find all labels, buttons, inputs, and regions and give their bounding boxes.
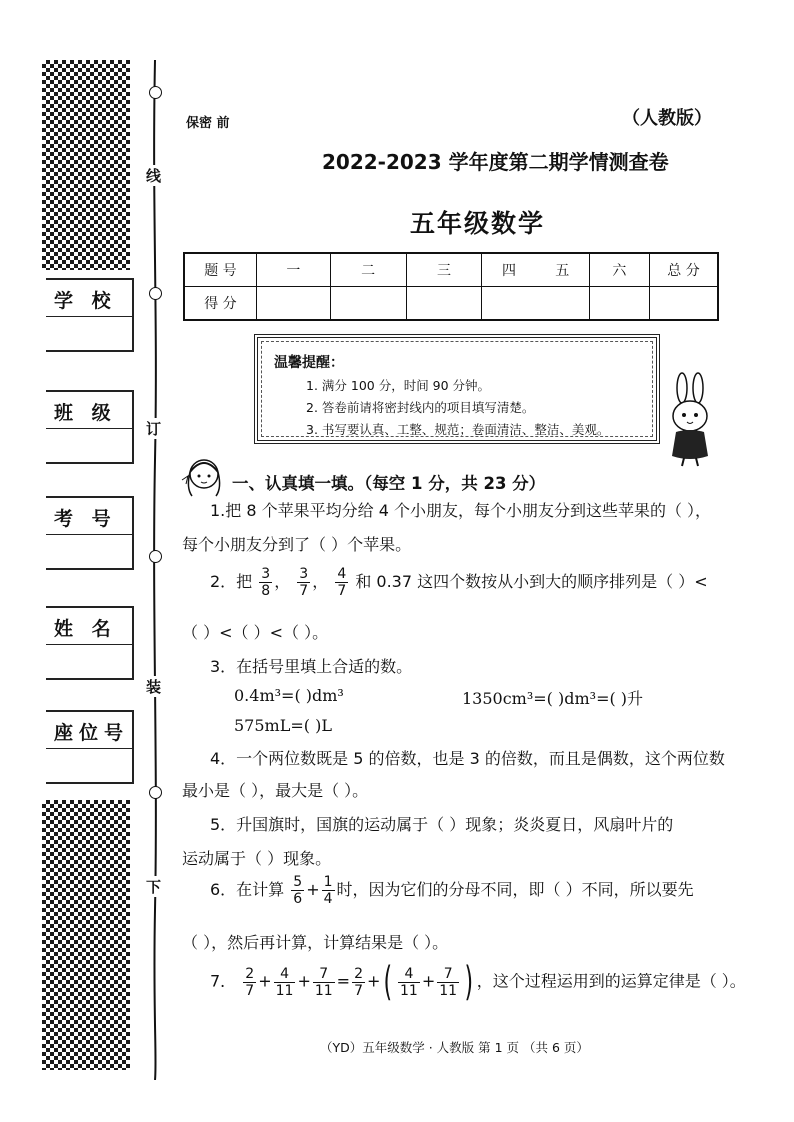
- score-table-header-row: [184, 253, 718, 287]
- score-cell: 二: [330, 253, 406, 287]
- question-1-line-1: 1.把 8 个苹果平均分给 4 个小朋友，每个小朋友分到这些苹果的（ ），: [210, 501, 712, 520]
- score-table: [183, 252, 719, 321]
- binding-circle: [149, 86, 162, 99]
- fraction: $\frac{4}{7}$: [337, 566, 347, 599]
- question-3-volume-b: 1350cm³=( )dm³=( )升: [462, 689, 644, 708]
- score-cell: 得 分: [184, 287, 256, 321]
- score-cell: 四: [482, 253, 536, 287]
- fraction: $\frac{3}{8}$: [261, 566, 271, 599]
- score-table-score-row: [184, 287, 718, 321]
- section-heading: 一、认真填一填。（每空 1 分，共 23 分）: [232, 474, 546, 493]
- class-label: 班 级: [54, 402, 117, 424]
- question-3-prompt: 3．在括号里填上合适的数。: [210, 657, 413, 676]
- question-2-line-2: （ ）<（ ）<（ ）。: [182, 623, 329, 642]
- binding-circle: [149, 287, 162, 300]
- exam-number-field[interactable]: [46, 496, 134, 570]
- checker-pattern-top: [42, 60, 130, 270]
- score-input-cell[interactable]: [589, 287, 649, 321]
- name-field[interactable]: [46, 606, 134, 680]
- score-cell: 六: [589, 253, 649, 287]
- score-input-cell[interactable]: [482, 287, 589, 321]
- seat-number-field[interactable]: [46, 710, 134, 784]
- exam-subtitle: 五年级数学: [410, 209, 546, 238]
- fraction: $\frac{5}{6}$: [293, 874, 303, 907]
- girl-mascot-icon: [180, 452, 230, 498]
- binding-mark-ding: 订: [146, 420, 162, 438]
- question-4-line-2: 最小是（ ），最大是（ ）。: [182, 781, 369, 800]
- score-cell: 总 分: [649, 253, 718, 287]
- exam-number-label: 考 号: [54, 508, 117, 530]
- binding-mark-xian: 线: [146, 167, 162, 185]
- bunny-mascot-icon: [664, 372, 716, 468]
- binding-mark-xia: 下: [146, 878, 162, 896]
- page-footer: （YD）五年级数学 · 人教版 第 1 页 （共 6 页）: [320, 1040, 589, 1055]
- binding-line: [150, 60, 160, 1080]
- score-input-cell[interactable]: [406, 287, 482, 321]
- binding-mark-zhuang: 装: [146, 678, 162, 696]
- question-6-line-1: 6．在计算 $\frac{5}{6}$ + $\frac{1}{4}$ 时，因为它们的分母不同，即（ ）不同，所以要先: [210, 874, 694, 907]
- question-3-volume-c: 575mL=( )L: [234, 716, 332, 735]
- question-6-line-2: （ ），然后再计算，计算结果是（ ）。: [182, 933, 449, 952]
- confidential-stamp: 保密 前: [186, 116, 230, 131]
- score-input-cell[interactable]: [330, 287, 406, 321]
- score-input-cell[interactable]: [256, 287, 330, 321]
- question-4-line-1: 4．一个两位数既是 5 的倍数，也是 3 的倍数，而且是偶数，这个两位数: [210, 749, 725, 768]
- reminder-title: 温馨提醒：: [274, 355, 344, 371]
- binding-circle: [149, 550, 162, 563]
- exam-title: 2022-2023 学年度第二期学情测查卷: [322, 150, 669, 174]
- question-5-line-2: 运动属于（ ）现象。: [182, 849, 332, 868]
- edition-label: （人教版）: [622, 108, 712, 129]
- checker-pattern-bottom: [42, 800, 130, 1070]
- score-input-cell[interactable]: [649, 287, 718, 321]
- school-label: 学 校: [54, 290, 117, 312]
- name-label: 姓 名: [54, 618, 117, 640]
- class-field[interactable]: [46, 390, 134, 464]
- question-3-volume-a: 0.4m³=( )dm³: [234, 686, 344, 705]
- seat-number-label: 座位号: [54, 722, 130, 744]
- score-cell: 一: [256, 253, 330, 287]
- reminder-item: 1. 满分 100 分，时间 90 分钟。: [306, 378, 491, 393]
- reminder-item: 2. 答卷前请将密封线内的项目填写清楚。: [306, 400, 535, 415]
- question-1-line-2: 每个小朋友分到了（ ）个苹果。: [182, 535, 412, 554]
- fraction: $\frac{3}{7}$: [299, 566, 309, 599]
- reminder-item: 3. 书写要认真、工整、规范；卷面清洁、整洁、美观。: [306, 422, 610, 437]
- question-7: 7． $\frac{2}{7}$ + $\frac{4}{11}$ + $\frac{7}{11}$ = $\frac{2}{7}$ +( $\frac{4}{11}$ + $\frac{7}{11}$ ) ，这个过程运用到的运算定律是（ ）。: [210, 959, 746, 1005]
- fraction: $\frac{1}{4}$: [323, 874, 333, 907]
- score-cell: 三: [406, 253, 482, 287]
- reminder-box: [254, 334, 660, 444]
- school-field[interactable]: [46, 278, 134, 352]
- score-cell: 题 号: [184, 253, 256, 287]
- question-2-line-1: 2．把 $\frac{3}{8}$ ， $\frac{3}{7}$ ， $\frac{4}{7}$ 和 0.37 这四个数按从小到大的顺序排列是（ ）<: [210, 566, 708, 599]
- score-cell: 五: [536, 253, 590, 287]
- binding-circle: [149, 786, 162, 799]
- question-5-line-1: 5．升国旗时，国旗的运动属于（ ）现象；炎炎夏日，风扇叶片的: [210, 815, 674, 834]
